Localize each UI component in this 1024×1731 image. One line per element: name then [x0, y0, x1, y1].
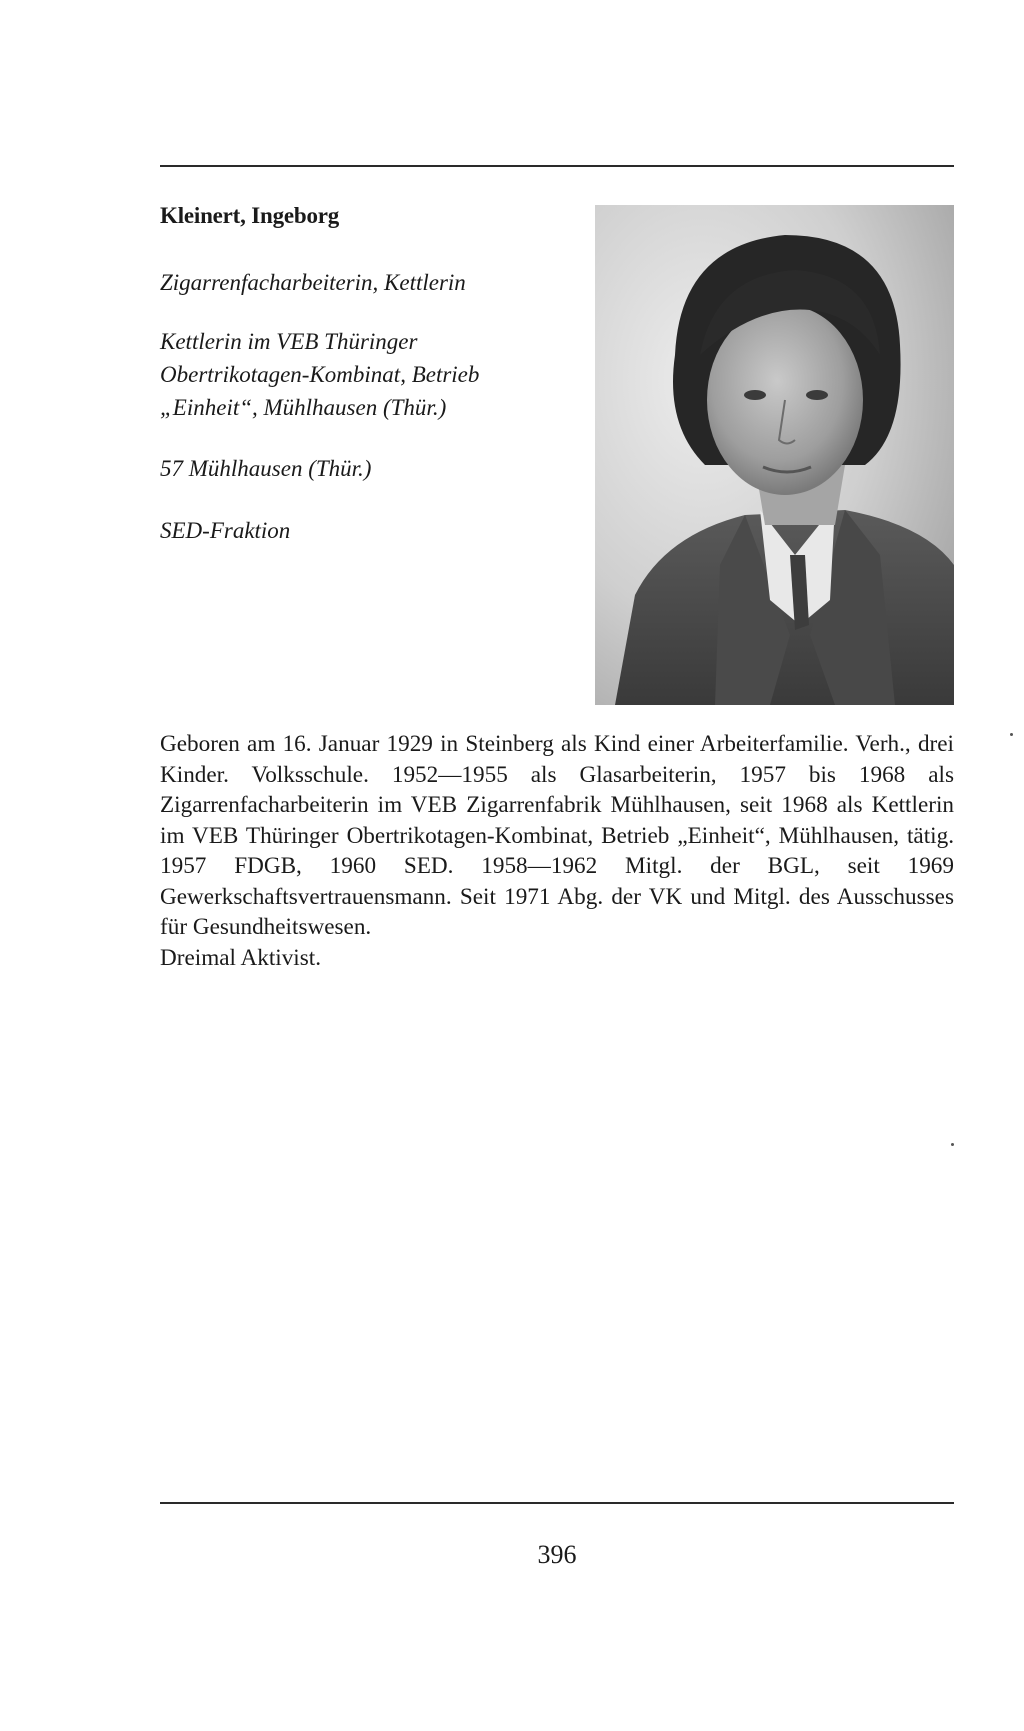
workplace-line: Kettlerin im VEB Thüringer — [160, 329, 418, 354]
entry-workplace — [160, 325, 570, 424]
entry-residence: 57 Mühlhausen (Thür.) — [160, 456, 372, 481]
workplace-line: Obertrikotagen-Kombinat, Betrieb — [160, 362, 480, 387]
page-number-text: 396 — [537, 1540, 577, 1569]
biography-closing: Dreimal Aktivist. — [160, 944, 322, 971]
bottom-divider — [160, 1502, 954, 1504]
print-speck — [1010, 733, 1013, 736]
top-divider — [160, 165, 954, 167]
entry-profession: Zigarrenfacharbeiterin, Kettlerin — [160, 270, 466, 295]
entry-name: Kleinert, Ingeborg — [160, 203, 340, 228]
page-number — [0, 1540, 1024, 1570]
biography — [160, 729, 954, 973]
entry-faction: SED-Fraktion — [160, 518, 291, 543]
portrait-photo — [595, 205, 954, 705]
print-speck — [951, 1143, 954, 1146]
portrait-illustration — [595, 205, 954, 705]
biography-text: Geboren am 16. Januar 1929 in Steinberg als Kind einer Arbeiterfamilie. Verh., drei Kinder. Volksschule. 1952—1955 als Glasarbeiterin, 1957 bis 1968 als Zigarrenfacharbeiterin im VEB Zigarrenfabrik Mühlhausen, seit 1968 als Kettlerin im VEB Thüringer Obertrikotagen-Kombinat, Betrieb „Einheit“, Mühlhausen, tätig. 1957 FDGB, 1960 SED. 1958—1962 Mitgl. der BGL, seit 1969 Gewerkschaftsvertrauensmann. Seit 1971 Abg. der VK und Mitgl. des Ausschusses für Gesundheitswesen. — [160, 731, 954, 940]
workplace-line: „Einheit“, Mühlhausen (Thür.) — [160, 395, 447, 420]
